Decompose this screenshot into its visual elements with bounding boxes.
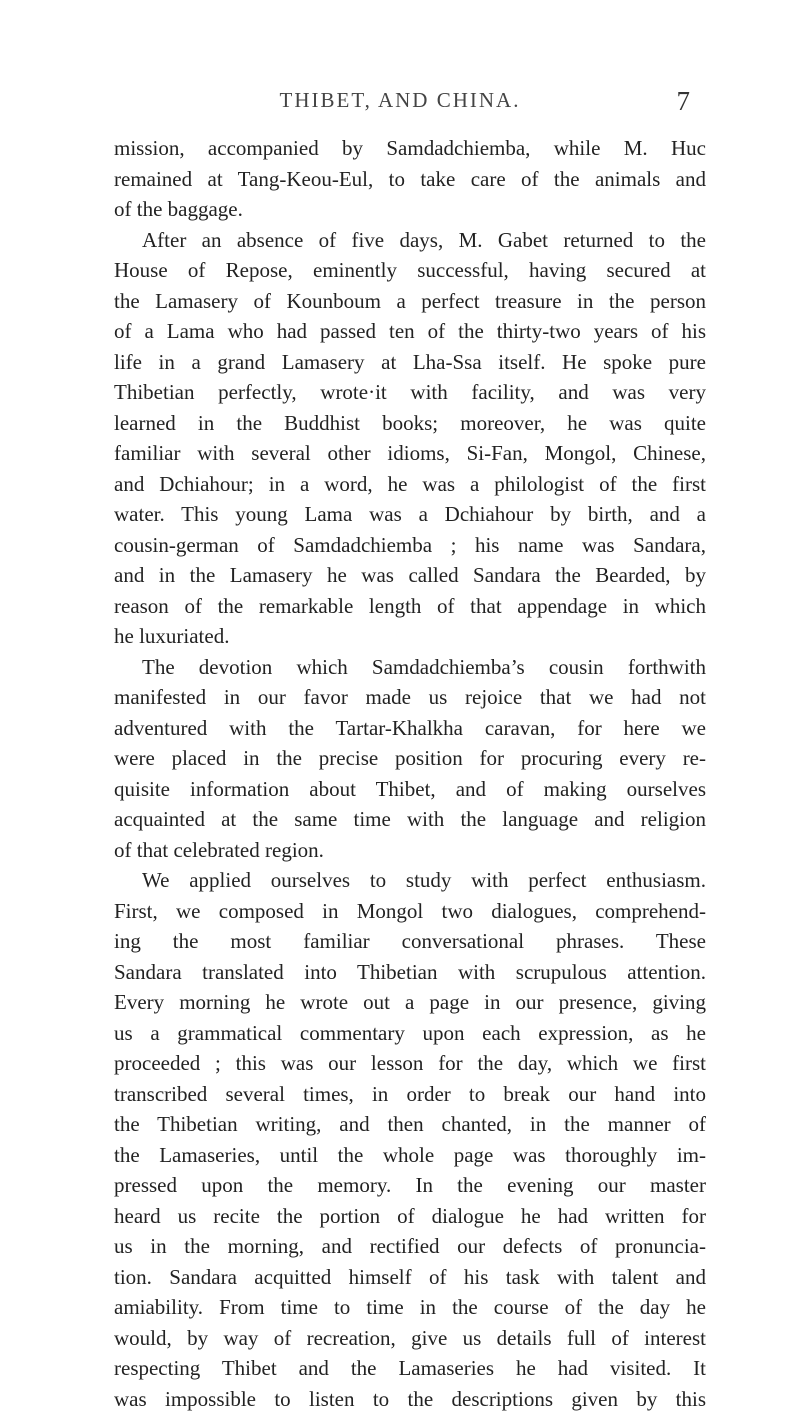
running-title: THIBET, AND CHINA. xyxy=(0,88,800,113)
text-line: transcribed several times, in order to break our hand into xyxy=(114,1079,706,1110)
text-line: us in the morning, and rectified our defects of pronuncia- xyxy=(114,1231,706,1262)
text-line: water. This young Lama was a Dchiahour by birth, and a xyxy=(114,499,706,530)
page-number: 7 xyxy=(677,86,691,117)
text-line: and in the Lamasery he was called Sandara the Bearded, by xyxy=(114,560,706,591)
text-line: acquainted at the same time with the language and religion xyxy=(114,804,706,835)
text-line: adventured with the Tartar-Khalkha caravan, for here we xyxy=(114,713,706,744)
text-line: life in a grand Lamasery at Lha-Ssa itself. He spoke pure xyxy=(114,347,706,378)
text-line: tion. Sandara acquitted himself of his task with talent and xyxy=(114,1262,706,1293)
text-line: heard us recite the portion of dialogue he had written for xyxy=(114,1201,706,1232)
text-line: the Lamaseries, until the whole page was thoroughly im- xyxy=(114,1140,706,1171)
running-head xyxy=(0,88,800,118)
text-line: reason of the remarkable length of that appendage in which xyxy=(114,591,706,622)
text-line: of that celebrated region. xyxy=(114,835,706,866)
text-line: the Thibetian writing, and then chanted, in the manner of xyxy=(114,1109,706,1140)
text-line: of a Lama who had passed ten of the thirty-two years of his xyxy=(114,316,706,347)
text-line: was impossible to listen to the descriptions given by this xyxy=(114,1384,706,1414)
text-line: familiar with several other idioms, Si-Fan, Mongol, Chinese, xyxy=(114,438,706,469)
text-line: Sandara translated into Thibetian with scrupulous attention. xyxy=(114,957,706,988)
text-line: House of Repose, eminently successful, having secured at xyxy=(114,255,706,286)
text-line: were placed in the precise position for procuring every re- xyxy=(114,743,706,774)
text-line: Every morning he wrote out a page in our presence, giving xyxy=(114,987,706,1018)
text-line: of the baggage. xyxy=(114,194,706,225)
text-line: The devotion which Samdadchiemba’s cousin forthwith xyxy=(114,652,706,683)
text-line: mission, accompanied by Samdadchiemba, while M. Huc xyxy=(114,133,706,164)
text-line: We applied ourselves to study with perfect enthusiasm. xyxy=(114,865,706,896)
text-line: amiability. From time to time in the course of the day he xyxy=(114,1292,706,1323)
text-line: quisite information about Thibet, and of making ourselves xyxy=(114,774,706,805)
text-line: ing the most familiar conversational phrases. These xyxy=(114,926,706,957)
text-line: remained at Tang-Keou-Eul, to take care of the animals and xyxy=(114,164,706,195)
text-line: manifested in our favor made us rejoice that we had not xyxy=(114,682,706,713)
body-text xyxy=(114,133,706,1414)
text-line: pressed upon the memory. In the evening our master xyxy=(114,1170,706,1201)
text-line: he luxuriated. xyxy=(114,621,706,652)
text-line: After an absence of five days, M. Gabet returned to the xyxy=(114,225,706,256)
text-line: learned in the Buddhist books; moreover, he was quite xyxy=(114,408,706,439)
text-line: respecting Thibet and the Lamaseries he had visited. It xyxy=(114,1353,706,1384)
text-line: proceeded ; this was our lesson for the day, which we first xyxy=(114,1048,706,1079)
text-line: First, we composed in Mongol two dialogues, comprehend- xyxy=(114,896,706,927)
text-line: and Dchiahour; in a word, he was a philologist of the first xyxy=(114,469,706,500)
text-line: the Lamasery of Kounboum a perfect treasure in the person xyxy=(114,286,706,317)
text-line: us a grammatical commentary upon each expression, as he xyxy=(114,1018,706,1049)
text-line: Thibetian perfectly, wrote·it with facility, and was very xyxy=(114,377,706,408)
text-line: cousin-german of Samdadchiemba ; his name was Sandara, xyxy=(114,530,706,561)
text-line: would, by way of recreation, give us details full of interest xyxy=(114,1323,706,1354)
